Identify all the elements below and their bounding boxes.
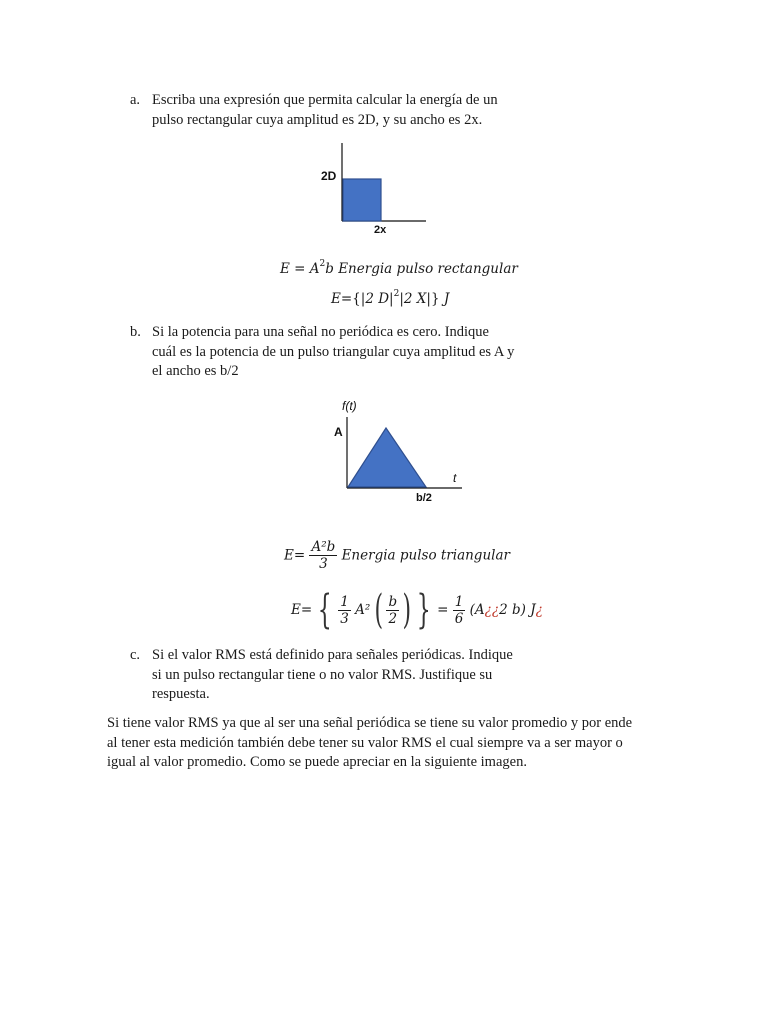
eq-b2-tail-red1: ¿¿ xyxy=(484,602,500,618)
answer-c-paragraph xyxy=(107,714,667,773)
frac3-den: 6 xyxy=(454,610,464,627)
eq-b1-den: 3 xyxy=(319,556,328,572)
rect-x-label: 2x xyxy=(374,224,387,236)
answer-line: Si tiene valor RMS ya que al ser una señal periódica se tiene su valor promedio y por ende xyxy=(107,715,633,731)
triangular-pulse xyxy=(348,428,426,487)
eq-b2-frac1 xyxy=(338,594,351,627)
tri-x-label: b/2 xyxy=(416,492,432,504)
question-c-line: Si el valor RMS está definido para señales periódicas. Indique xyxy=(152,647,513,663)
question-b-line: cuál es la potencia de un pulso triangular cuya amplitud es A y xyxy=(152,343,515,360)
eq-b1-lhs: E= xyxy=(284,547,306,564)
eq-b1-fraction xyxy=(309,539,337,572)
equation-a1: $E = A^2b$ Energia pulso rectangular xyxy=(280,259,518,277)
left-paren: ( xyxy=(374,587,383,633)
left-brace: { xyxy=(318,587,333,633)
frac1-num: 1 xyxy=(340,593,349,610)
tri-t-label: t xyxy=(453,471,457,485)
question-b-line: Si la potencia para una señal no periódica es cero. Indique xyxy=(152,324,489,340)
tri-amp-label: A xyxy=(334,425,343,439)
eq-b2-a2: A² xyxy=(355,602,371,618)
question-c-line: si un pulso rectangular tiene o no valor RMS. Justifique su xyxy=(152,666,493,683)
rect-y-label: 2D xyxy=(321,169,337,183)
frac2-den: 2 xyxy=(388,610,398,627)
answer-line: igual al valor promedio. Como se puede apreciar en la siguiente imagen. xyxy=(107,754,527,771)
question-b-line: el ancho es b/2 xyxy=(152,363,239,380)
right-paren: ) xyxy=(402,587,412,633)
eq-b2-equals: = xyxy=(437,602,449,618)
question-b-letter: b. xyxy=(130,324,141,340)
triangular-pulse-figure xyxy=(325,393,470,508)
eq-b2-tail-b: 2 b) J xyxy=(499,602,536,618)
right-brace: } xyxy=(417,587,432,633)
rectangular-pulse xyxy=(343,179,381,221)
frac3-num: 1 xyxy=(454,593,464,610)
frac1-den: 3 xyxy=(340,610,349,627)
question-a-letter: a. xyxy=(130,92,141,108)
question-b-text xyxy=(152,323,532,382)
equation-a2: E={|2 $D|^2|2$ X|} J xyxy=(331,289,450,307)
eq-b2-frac3 xyxy=(453,594,466,627)
eq-b2-tail-red2: ¿ xyxy=(535,602,543,618)
equation-b1 xyxy=(284,539,510,572)
tri-y-title: f(t) xyxy=(342,399,357,413)
eq-b1-num: A²b xyxy=(311,539,336,555)
eq-b1-text: Energia pulso triangular xyxy=(341,547,510,564)
eq-b2-lhs: E= xyxy=(291,602,313,618)
frac2-num: b xyxy=(388,593,398,610)
question-c-line: respuesta. xyxy=(152,686,210,703)
question-a-text xyxy=(152,91,532,130)
equation-b2 xyxy=(291,587,543,633)
question-a-line: Escriba una expresión que permita calcular la energía de un xyxy=(152,92,498,108)
question-c-text xyxy=(152,646,532,705)
question-c-letter: c. xyxy=(130,647,141,663)
question-a-line: pulso rectangular cuya amplitud es 2D, y su ancho es 2x. xyxy=(152,111,483,128)
rectangular-pulse-figure xyxy=(310,140,440,240)
eq-b2-tail-a: (A xyxy=(469,602,485,618)
eq-b2-frac2 xyxy=(386,594,399,627)
answer-line: al tener esta medición también debe tener su valor RMS el cual siempre va a ser mayor o xyxy=(107,734,623,751)
